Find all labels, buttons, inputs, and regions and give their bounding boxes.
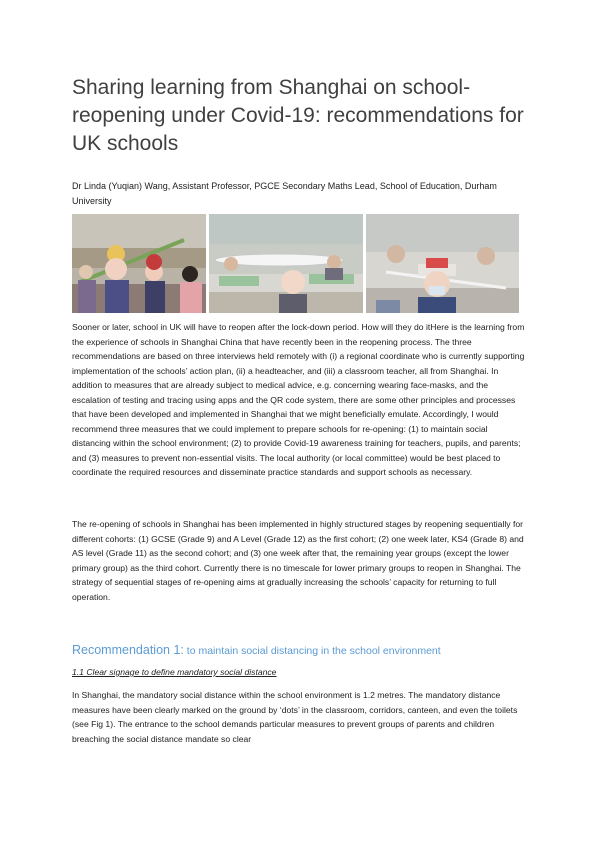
author-line: Dr Linda (Yuqian) Wang, Assistant Professor, PGCE Secondary Maths Lead, School of Education, Durham University xyxy=(72,181,497,206)
document-title: Sharing learning from Shanghai on school-reopening under Covid-19: recommendations for UK schools xyxy=(72,76,524,155)
photo-child-mask-hat xyxy=(366,214,519,313)
recommendation-heading xyxy=(72,633,532,661)
photo-classroom-distancing-hats xyxy=(209,214,363,313)
recommendation-text: to maintain social distancing in the school environment xyxy=(183,645,441,657)
paragraph-social-distance: In Shanghai, the mandatory social distance within the school environment is 1.2 metres. The mandatory distance measures have been clearly marked on the ground by ‘dots’ in the classroom, corridors, canteen, and even the toilets (see Fig 1). The entrance to the school demands particular measures to prevent groups of parents and children breaching the social distance mandate so clear xyxy=(72,690,518,744)
recommendation-label: Recommendation 1: xyxy=(72,643,184,657)
subheading-signage: 1.1 Clear signage to define mandatory social distance xyxy=(72,667,277,677)
paragraph-reopening-stages: The re-opening of schools in Shanghai has been implemented in highly structured stages by reopening sequentially for different cohorts: (1) GCSE (Grade 9) and A Level (Grade 12) as the first cohort; (2) one week later, KS4 (Grade 8) and AS level (Grade 11) as the second cohort; and (3) one week after that, the remaining year groups (except the lower primary group) as the third cohort. Currently there is no timescale for lower primary groups to reopen in Shanghai. The strategy of sequential stages of re-opening aims at gradually increasing the schools’ capacity for returning to full operation. xyxy=(72,519,524,602)
paragraph-intro: Sooner or later, school in UK will have to reopen after the lock-down period. How will they do itHere is the learning from the experience of schools in Shanghai China that have recently been in the reopening process. The three recommendations are based on three interviews held remotely with (i) a regional coordinate who is currently supporting implementation of the schools’ action plan, (ii) a headteacher, and (iii) a classroom teacher, all from Shanghai. In addition to measures that are already subject to medical advice, e.g. concerning wearing face-masks, and the escalation of testing and tracing using apps and the QR code system, there are some other principles and processes that have been developed and implemented in Shanghai that we might beneficially emulate. Accordingly, I would recommend three measures that we could implement to prepare schools for re-opening: (1) to maintain social distancing within the school environment; (2) to provide Covid-19 awareness training for teachers, pupils, and parents; and (3) measures to prevent non-essential visits. The local authority (or local committee) would be best placed to coordinate the required resources and disseminate practice standards and support schools as necessary. xyxy=(72,322,525,478)
photo-children-masks-hats xyxy=(72,214,206,313)
